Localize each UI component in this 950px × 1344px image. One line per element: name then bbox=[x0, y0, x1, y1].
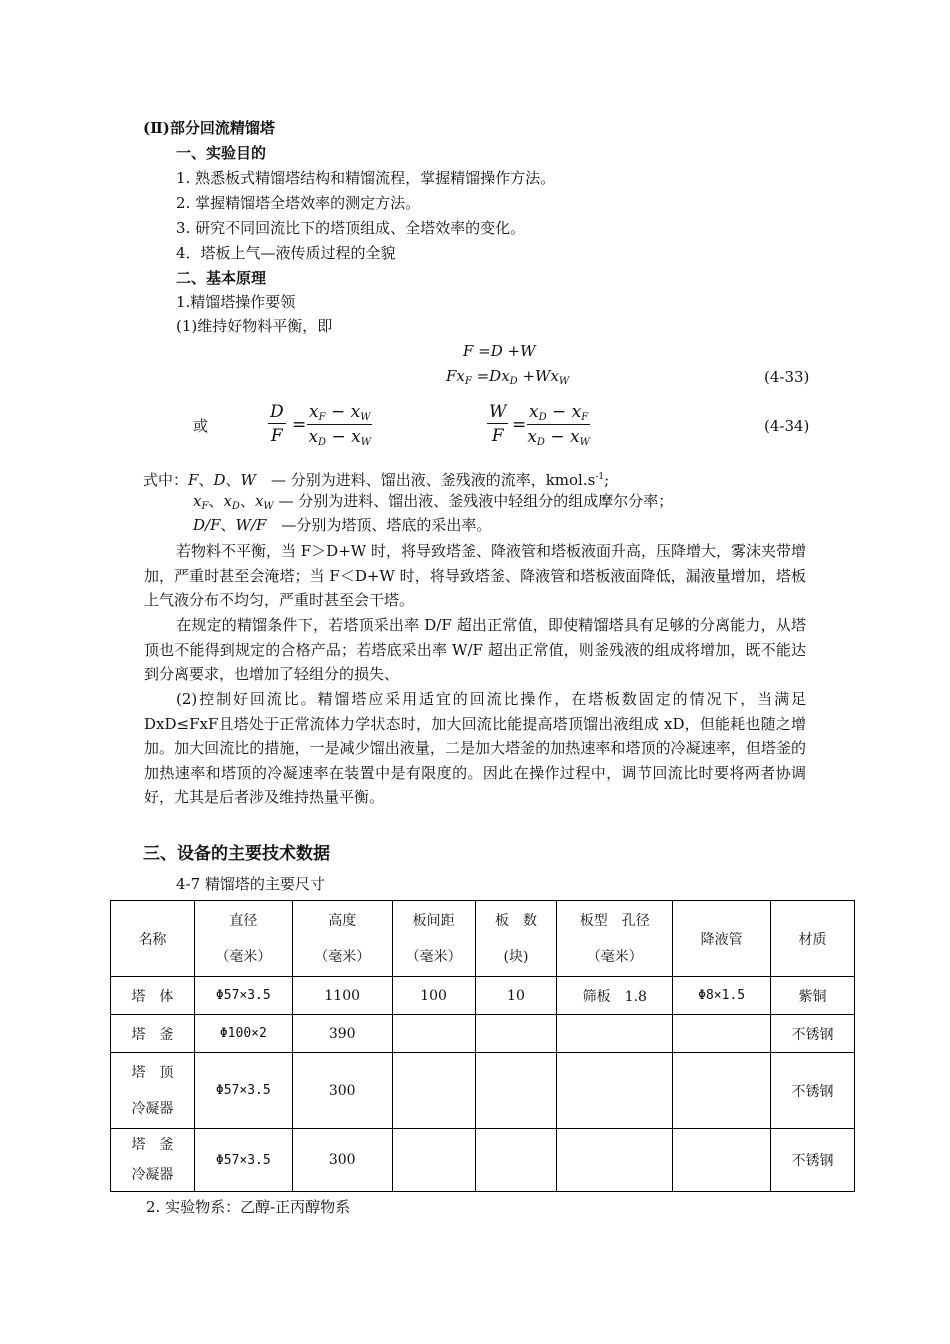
fraction-xd-xf: $\frac{x_D - x_F}{x_D - x_W}$ bbox=[527, 402, 590, 448]
row-diameter: Φ100×2 bbox=[194, 1015, 292, 1053]
row-name: 塔 体 bbox=[111, 977, 195, 1015]
paragraph-withdrawal-rate: 在规定的精馏条件下，若塔顶采出率 D/F 超出正常值，即使精馏塔具有足够的分离能力，从塔顶也不能得到规定的合格产品；若塔底采出率 W/F 超出正常值，则釜残液的组成将增加，既不能达到分离要求，也增加了轻组分的损失、 bbox=[144, 616, 806, 684]
row-height: 300 bbox=[292, 1129, 392, 1192]
row-height: 390 bbox=[292, 1015, 392, 1053]
fraction-w-over-f: $\frac{W}{F}$ bbox=[489, 402, 507, 446]
table-header-row bbox=[111, 901, 855, 977]
row-height: 1100 bbox=[292, 977, 392, 1015]
fraction-d-over-f: $\frac{D}{F}$ bbox=[270, 402, 284, 446]
definition-1: 式中：F、D、W — 分别为进料、馏出液、釜残液的流率，$kmol.s^{-1}$; bbox=[143, 471, 610, 489]
definition-3: D/F、W/F —分别为塔顶、塔底的采出率。 bbox=[193, 516, 492, 534]
principle-sub2: (1)维持好物料平衡，即 bbox=[176, 317, 333, 335]
header-plate-count: 板 数 (块) bbox=[475, 901, 557, 977]
section-title: (Ⅱ)部分回流精馏塔 bbox=[143, 119, 275, 137]
purpose-item-2: 2. 掌握精馏塔全塔效率的测定方法。 bbox=[176, 194, 421, 212]
row-material: 不锈钢 bbox=[771, 1015, 855, 1053]
equals-sign: = bbox=[292, 415, 307, 435]
fraction-xf-xw: $\frac{x_F - x_W}{x_D - x_W}$ bbox=[308, 402, 371, 448]
purpose-item-4: 4．塔板上气—液传质过程的全貌 bbox=[176, 244, 396, 262]
paragraph-material-balance: 若物料不平衡，当 F＞D+W 时，将导致塔釜、降液管和塔板液面升高，压降增大，雾沫夹带增加，严重时甚至会淹塔；当 F＜D+W 时，将导致塔釜、降液管和塔板液面降低，漏液量增加，塔板上气液分布不均匀，严重时甚至会干塔。 bbox=[144, 542, 806, 610]
row-plates: 10 bbox=[475, 977, 557, 1015]
row-material: 不锈钢 bbox=[771, 1053, 855, 1129]
row-spacing bbox=[392, 1129, 475, 1192]
header-plate-spacing: 板间距 （毫米） bbox=[392, 901, 475, 977]
equipment-heading: 三、设备的主要技术数据 bbox=[143, 844, 330, 864]
row-type: 筛板 1.8 bbox=[557, 977, 673, 1015]
row-type bbox=[557, 1015, 673, 1053]
row-plates bbox=[475, 1129, 557, 1192]
purpose-item-1: 1. 熟悉板式精馏塔结构和精馏流程，掌握精馏操作方法。 bbox=[176, 169, 556, 187]
table-caption: 4-7 精馏塔的主要尺寸 bbox=[176, 875, 325, 893]
row-material: 紫铜 bbox=[771, 977, 855, 1015]
header-downcomer: 降液管 bbox=[673, 901, 771, 977]
table-row bbox=[111, 1053, 855, 1129]
row-diameter: Φ57×3.5 bbox=[194, 1053, 292, 1129]
row-spacing bbox=[392, 1053, 475, 1129]
or-label: 或 bbox=[193, 417, 209, 435]
header-height: 高度 （毫米） bbox=[292, 901, 392, 977]
row-plates bbox=[475, 1053, 557, 1129]
purpose-heading: 一、实验目的 bbox=[176, 144, 267, 162]
row-spacing bbox=[392, 1015, 475, 1053]
row-name: 塔 釜 冷凝器 bbox=[111, 1129, 195, 1192]
row-name: 塔 顶 冷凝器 bbox=[111, 1053, 195, 1129]
row-name: 塔 釜 bbox=[111, 1015, 195, 1053]
equation-number-4-33: (4-33) bbox=[764, 368, 810, 386]
table-row bbox=[111, 977, 855, 1015]
equation-balance-2: $Fx_F =Dx_D +Wx_W$ bbox=[446, 367, 570, 387]
table-row bbox=[111, 1129, 855, 1192]
table-row bbox=[111, 1015, 855, 1053]
row-diameter: Φ57×3.5 bbox=[194, 977, 292, 1015]
row-downcomer bbox=[673, 1129, 771, 1192]
experiment-system: 2. 实验物系：乙醇-正丙醇物系 bbox=[146, 1198, 351, 1216]
row-type bbox=[557, 1053, 673, 1129]
specification-table bbox=[110, 900, 855, 1192]
row-spacing: 100 bbox=[392, 977, 475, 1015]
principle-sub1: 1.精馏塔操作要领 bbox=[176, 293, 296, 311]
equals-sign: = bbox=[512, 415, 527, 435]
header-name: 名称 bbox=[111, 901, 195, 977]
definition-2: $x_F$、$x_D$、$x_W$ — 分别为进料、馏出液、釜残液中轻组分的组成摩尔分率； bbox=[193, 492, 674, 512]
principle-heading: 二、基本原理 bbox=[176, 269, 267, 287]
header-diameter: 直径 （毫米） bbox=[194, 901, 292, 977]
row-height: 300 bbox=[292, 1053, 392, 1129]
header-plate-type: 板型 孔径 （毫米） bbox=[557, 901, 673, 977]
row-material: 不锈钢 bbox=[771, 1129, 855, 1192]
row-type bbox=[557, 1129, 673, 1192]
row-downcomer: Φ8×1.5 bbox=[673, 977, 771, 1015]
equation-number-4-34: (4-34) bbox=[764, 417, 810, 435]
paragraph-reflux-ratio: (2)控制好回流比。精馏塔应采用适宜的回流比操作，在塔板数固定的情况下，当满足DxD≤FxF且塔处于正常流体力学状态时，加大回流比能提高塔顶馏出液组成 xD，但能耗也随之增加。加大回流比的措施，一是减少馏出液量，二是加大塔釜的加热速率和塔顶的冷凝速率，但塔釜的加热速率和塔顶的冷凝速率在装置中是有限度的。因此在操作过程中，调节回流比时要将两者协调好，尤其是后者涉及维持热量平衡。 bbox=[144, 690, 806, 807]
header-material: 材质 bbox=[771, 901, 855, 977]
purpose-item-3: 3. 研究不同回流比下的塔顶组成、全塔效率的变化。 bbox=[176, 219, 526, 237]
row-downcomer bbox=[673, 1053, 771, 1129]
row-plates bbox=[475, 1015, 557, 1053]
row-diameter: Φ57×3.5 bbox=[194, 1129, 292, 1192]
equation-balance-1: F =D +W bbox=[463, 342, 536, 360]
row-downcomer bbox=[673, 1015, 771, 1053]
